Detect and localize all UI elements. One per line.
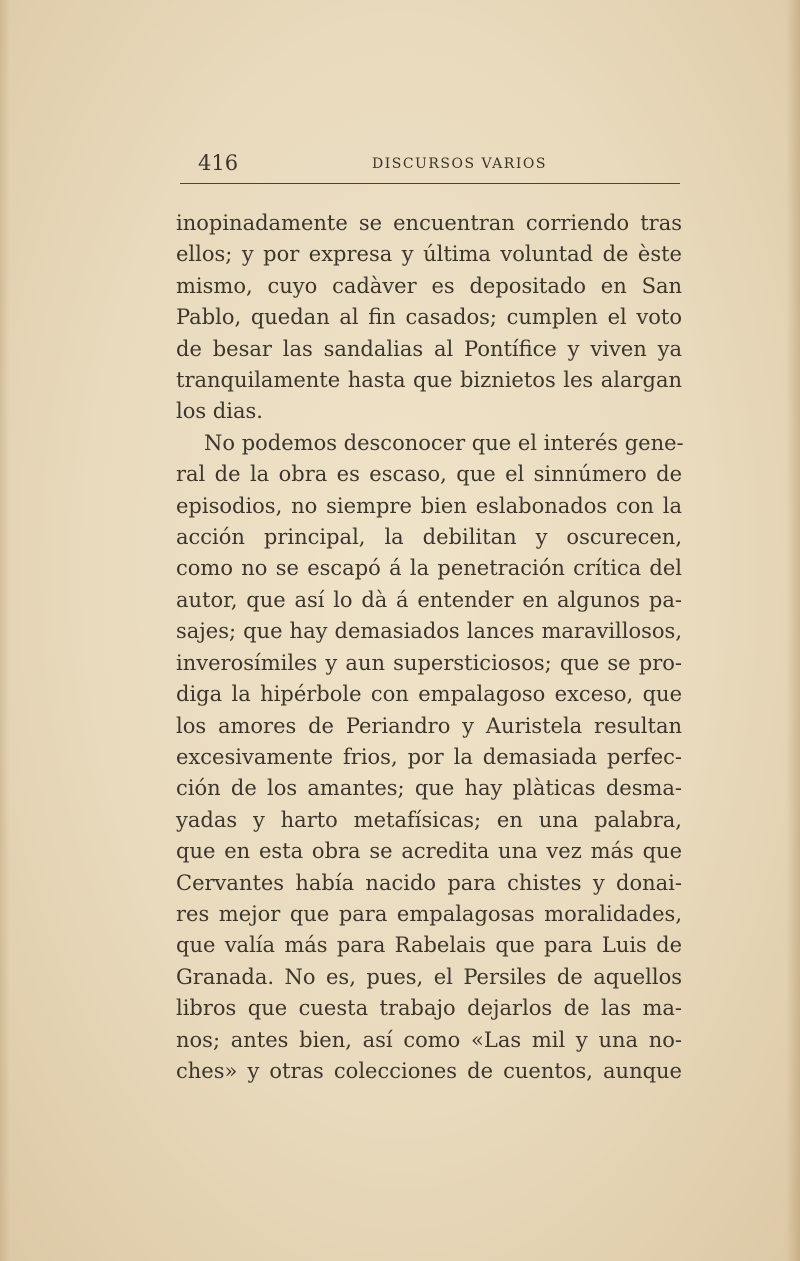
text-line: ches» y otras colecciones de cuentos, aunque [176,1058,682,1083]
page-header [176,150,680,176]
text-line: que valía más para Rabelais que para Luis de [176,933,682,958]
text-line: Granada. No es, pues, el Persiles de aquellos [176,964,682,989]
text-line: tranquilamente hasta que biznietos les alargan [176,368,682,393]
text-line: los dias. [176,399,263,424]
text-line: ción de los amantes; que hay plàticas desma- [176,776,682,801]
text-line: diga la hipérbole con empalagoso exceso, que [176,682,682,707]
body-text [176,208,682,1087]
text-line: libros que cuesta trabajo dejarlos de las ma- [176,996,682,1021]
text-line: mismo, cuyo cadàver es depositado en San [176,273,682,298]
text-line: inopinadamente se encuentran corriendo tras [176,211,682,235]
text-line: res mejor que para empalagosas moralidades, [176,901,682,926]
text-line: ellos; y por expresa y última voluntad de èste [176,242,682,267]
page-number: 416 [198,151,239,175]
text-line: acción principal, la debilitan y oscurecen, [176,525,682,550]
running-head: DISCURSOS VARIOS [372,156,547,172]
text-line: nos; antes bien, así como «Las mil y una no- [176,1027,682,1052]
paragraph-1 [176,208,682,428]
text-line: Pablo, quedan al fin casados; cumplen el voto [176,305,682,330]
text-line: inverosímiles y aun supersticiosos; que se pro- [176,650,682,675]
page-edge-shadow-right [786,0,800,1261]
page-edge-shadow-left [0,0,10,1261]
text-line: los amores de Periandro y Auristela resultan [176,713,682,738]
text-line: yadas y harto metafísicas; en una palabra, [176,807,682,832]
text-line: excesivamente frios, por la demasiada perfec- [176,744,682,769]
text-line: autor, que así lo dà á entender en algunos pa- [176,587,682,612]
text-line: que en esta obra se acredita una vez más que [176,839,682,864]
text-line: como no se escapó á la penetración crítica del [176,556,682,581]
text-line: episodios, no siempre bien eslabonados con la [176,493,682,518]
paragraph-2 [176,428,682,1088]
header-rule [180,183,680,184]
text-line: Cervantes había nacido para chistes y donai- [176,870,682,895]
text-line: No podemos desconocer que el interés gene- [204,430,684,455]
text-line: ral de la obra es escaso, que el sinnúmero de [176,462,682,487]
text-line: de besar las sandalias al Pontífice y viven ya [176,336,682,361]
text-line: sajes; que hay demasiados lances maravillosos, [176,619,682,644]
